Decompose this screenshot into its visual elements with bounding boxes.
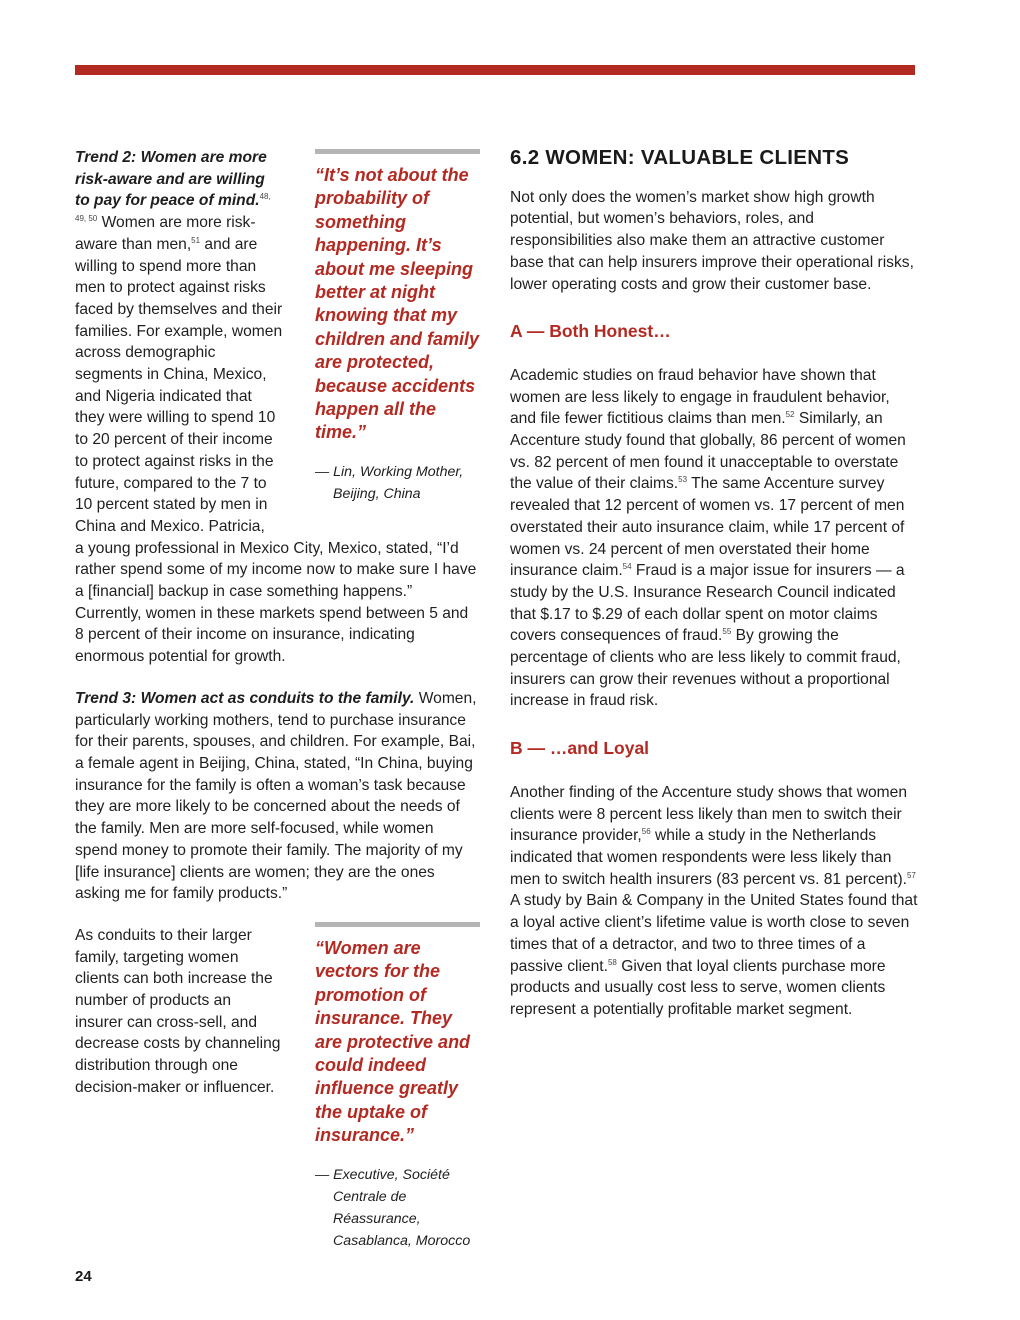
trend2-text-a: Women are more risk-aware than men, bbox=[75, 214, 256, 253]
trend2-text-c: a young professional in Mexico City, Mexico, stated, “I’d rather spend some of my income now to make sure I have a [financial] backup in case something happens.” Currently, women in these markets spend between 5 and 8 percent of their income on insurance, indicating enormous potential for growth. bbox=[75, 539, 477, 666]
quote-1-rule bbox=[315, 149, 480, 154]
trend3-text: Women, particularly working mothers, tend to purchase insurance for their parents, spouses, and children. For example, Bai, a female agent in Beijing, China, stated, “In China, buying insurance for the family is often a woman’s task because they are more likely to be concerned about the needs of the family. Men are more self-focused, while women spend money to promote their family. The majority of my [life insurance] clients are women; they are the ones asking me for family products.” bbox=[75, 689, 477, 903]
subhead-honest: A — Both Honest… bbox=[510, 321, 671, 342]
conduits-paragraph: As conduits to their larger family, targeting women clients can both increase the number of products an insurer can cross-sell, and decrease costs by channeling distribution through one decision-maker or influencer. bbox=[75, 926, 281, 1096]
trend2-ref-a: 51 bbox=[191, 235, 201, 245]
honest-text-4: Fraud is a major issue for insurers — a study by the U.S. Insurance Research Council indicated that $.17 to $.29 of each dollar spent on motor claims covers consequences of fraud. bbox=[510, 562, 905, 645]
quote-1-attribution: — Lin, Working Mother, Beijing, China bbox=[315, 463, 464, 502]
subhead-loyal: B — …and Loyal bbox=[510, 738, 650, 759]
honest-text-1: Academic studies on fraud behavior have shown that women are less likely to engage in fraudulent behavior, and file fewer fictitious claims than men. bbox=[510, 366, 890, 428]
quote-2-text: “Women are vectors for the promotion of insurance. They are protective and could indeed influence greatly the uptake of insurance.” bbox=[315, 938, 471, 1146]
section-title: 6.2 WOMEN: VALUABLE CLIENTS bbox=[510, 146, 850, 169]
loyal-text-1: Another finding of the Accenture study shows that women clients were 8 percent less likely than men to switch their insurance provider, bbox=[510, 783, 908, 845]
quote-2-rule bbox=[315, 922, 480, 927]
honest-ref-2: 53 bbox=[678, 475, 688, 485]
trend2-heading: Trend 2: Women are more risk-aware and are willing to pay for peace of mind. bbox=[75, 149, 267, 210]
trend2-heading-refs: 48, 49, 50 bbox=[75, 192, 271, 223]
right-column bbox=[510, 147, 920, 1041]
page-number: 24 bbox=[75, 1268, 92, 1285]
trend3-paragraph bbox=[75, 688, 480, 905]
honest-text-2: Similarly, an Accenture study found that globally, 86 percent of women vs. 82 percent of men found it unacceptable to overstate the value of their claims. bbox=[510, 410, 906, 493]
loyal-paragraph bbox=[510, 782, 920, 1021]
honest-ref-1: 52 bbox=[785, 410, 795, 420]
loyal-text-2: while a study in the Netherlands indicated that women respondents were less likely than men to switch health insurers (83 percent vs. 81 percent). bbox=[510, 827, 907, 888]
section-intro: Not only does the women’s market show high growth potential, but women’s behaviors, roles, and responsibilities also make them an attractive customer base that can help insurers improve their operational risks, lower operating costs and grow their customer base. bbox=[510, 188, 914, 293]
quote-2-attribution: — Executive, Société Centrale de Réassurance, Casablanca, Morocco bbox=[315, 1166, 471, 1249]
honest-paragraph bbox=[510, 365, 920, 712]
loyal-ref-2: 57 bbox=[906, 870, 916, 880]
honest-text-3: The same Accenture survey revealed that 12 percent of women vs. 17 percent of men overstated their auto insurance claim, while 17 percent of women vs. 24 percent of men overstated their home insurance claim. bbox=[510, 475, 905, 580]
honest-ref-3: 54 bbox=[622, 562, 632, 572]
honest-ref-4: 55 bbox=[722, 627, 732, 637]
honest-text-5: By growing the percentage of clients who are less likely to commit fraud, insurers can grow their revenues without a proportional increase in fraud risk. bbox=[510, 627, 901, 710]
loyal-ref-3: 58 bbox=[607, 957, 617, 967]
loyal-text-4: Given that loyal clients purchase more products and usually cost less to serve, women clients represent a potentially profitable market segment. bbox=[510, 957, 886, 1018]
top-accent-bar bbox=[75, 65, 915, 75]
pull-quote-2 bbox=[315, 922, 480, 1252]
loyal-text-3: A study by Bain & Company in the United States found that a loyal active client’s lifetime value is worth close to seven times that of a detractor, and two to three times of a passive client. bbox=[510, 892, 918, 975]
trend2-text-b: and are willing to spend more than men to protect against risks faced by themselves and their families. For example, women across demographic segments in China, Mexico, and Nigeria indicated that they were willing to spend 10 to 20 percent of their income to protect against risks in the future, compared to the 7 to 10 percent stated by men in China and Mexico. Patricia, bbox=[75, 235, 283, 535]
pull-quote-1 bbox=[315, 149, 480, 505]
quote-1-text: “It’s not about the probability of something happening. It’s about me sleeping better at night knowing that my children and family are protected, because accidents happen all the time.” bbox=[315, 165, 480, 443]
loyal-ref-1: 56 bbox=[641, 827, 651, 837]
trend2-narrow-block bbox=[75, 147, 283, 538]
trend3-heading: Trend 3: Women act as conduits to the family. bbox=[75, 689, 415, 707]
